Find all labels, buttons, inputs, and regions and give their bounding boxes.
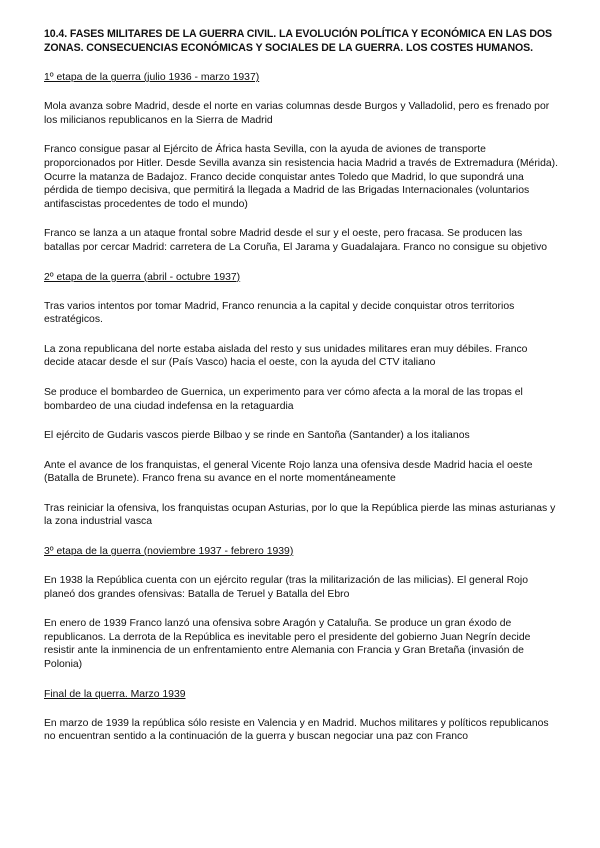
section-heading: Final de la querra. Marzo 1939 [44,688,186,700]
section-2 [44,271,560,530]
paragraph: Mola avanza sobre Madrid, desde el norte en varias columnas desde Burgos y Valladolid, pero es frenado por los milicianos republicanos en la Sierra de Madrid [44,101,550,126]
paragraph: En 1938 la República cuenta con un ejército regular (tras la militarización de las milicias). El general Rojo planeó dos grandes ofensivas: Batalla de Teruel y Batalla del Ebro [44,575,528,600]
paragraph: Franco consigue pasar al Ejército de África hasta Sevilla, con la ayuda de aviones de transporte proporcionados por Hitler. Desde Sevilla avanza sin resistencia hacia Madrid a través de Extremadura (Mérida). Ocurre la matanza de Badajoz. Franco decide conquistar antes Toledo que Madrid, lo que supondrá una pérdida de tiempo decisiva, que permitirá la llegada a Madrid de las Brigadas Internacionales (voluntarios antifascistas procedentes de todo el mundo) [44,144,559,210]
paragraph: La zona republicana del norte estaba aislada del resto y sus unidades militares eran muy débiles. Franco decide atacar desde el sur (País Vasco) hacia el oeste, con la ayuda del CTV italiano [44,343,528,369]
section-3 [44,545,560,672]
paragraph: Tras reiniciar la ofensiva, los franquistas ocupan Asturias, por lo que la República pierde las minas asturianas y la zona industrial vasca [44,502,556,528]
paragraph: Tras varios intentos por tomar Madrid, Franco renuncia a la capital y decide conquistar otros territorios estratégicos. [44,300,515,326]
paragraph: Franco se lanza a un ataque frontal sobre Madrid desde el sur y el oeste, pero fracasa. Se producen las batallas por cercar Madrid: carretera de La Coruña, El Jarama y Guadalajara. Franco no consigue su objetivo [44,228,548,253]
section-4 [44,688,560,744]
document-page [44,28,560,760]
section-heading: 1º etapa de la guerra (julio 1936 - marzo 1937) [44,72,260,84]
section-heading: 3º etapa de la guerra (noviembre 1937 - febrero 1939) [44,546,294,558]
paragraph: Se produce el bombardeo de Guernica, un experimento para ver cómo afecta a la moral de las tropas el bombardeo de una ciudad indefensa en la retaguardia [44,386,523,412]
paragraph: En enero de 1939 Franco lanzó una ofensiva sobre Aragón y Cataluña. Se produce un gran éxodo de republicanos. La derrota de la República es inevitable pero el presidente del gobierno Juan Negrín decide resistir ante la inminencia de un enfrentamiento entre Alemania con Francia y Gran Bretaña (invasión de Polonia) [44,618,531,671]
paragraph: En marzo de 1939 la república sólo resiste en Valencia y en Madrid. Muchos militares y políticos republicanos no encuentran sentido a la continuación de la guerra y buscan negociar una paz con Franco [44,717,549,743]
section-1 [44,71,560,254]
section-heading: 2º etapa de la guerra (abril - octubre 1937) [44,271,241,283]
paragraph: Ante el avance de los franquistas, el general Vicente Rojo lanza una ofensiva desde Madrid hacia el oeste (Batalla de Brunete). Franco frena su avance en el norte momentáneamente [44,459,533,485]
paragraph: El ejército de Gudaris vascos pierde Bilbao y se rinde en Santoña (Santander) a los italianos [44,430,470,442]
document-title: 10.4. FASES MILITARES DE LA GUERRA CIVIL. LA EVOLUCIÓN POLÍTICA Y ECONÓMICA EN LAS DOS ZONAS. CONSECUENCIAS ECONÓMICAS Y SOCIALES DE LA GUERRA. LOS COSTES HUMANOS. [44,28,552,54]
